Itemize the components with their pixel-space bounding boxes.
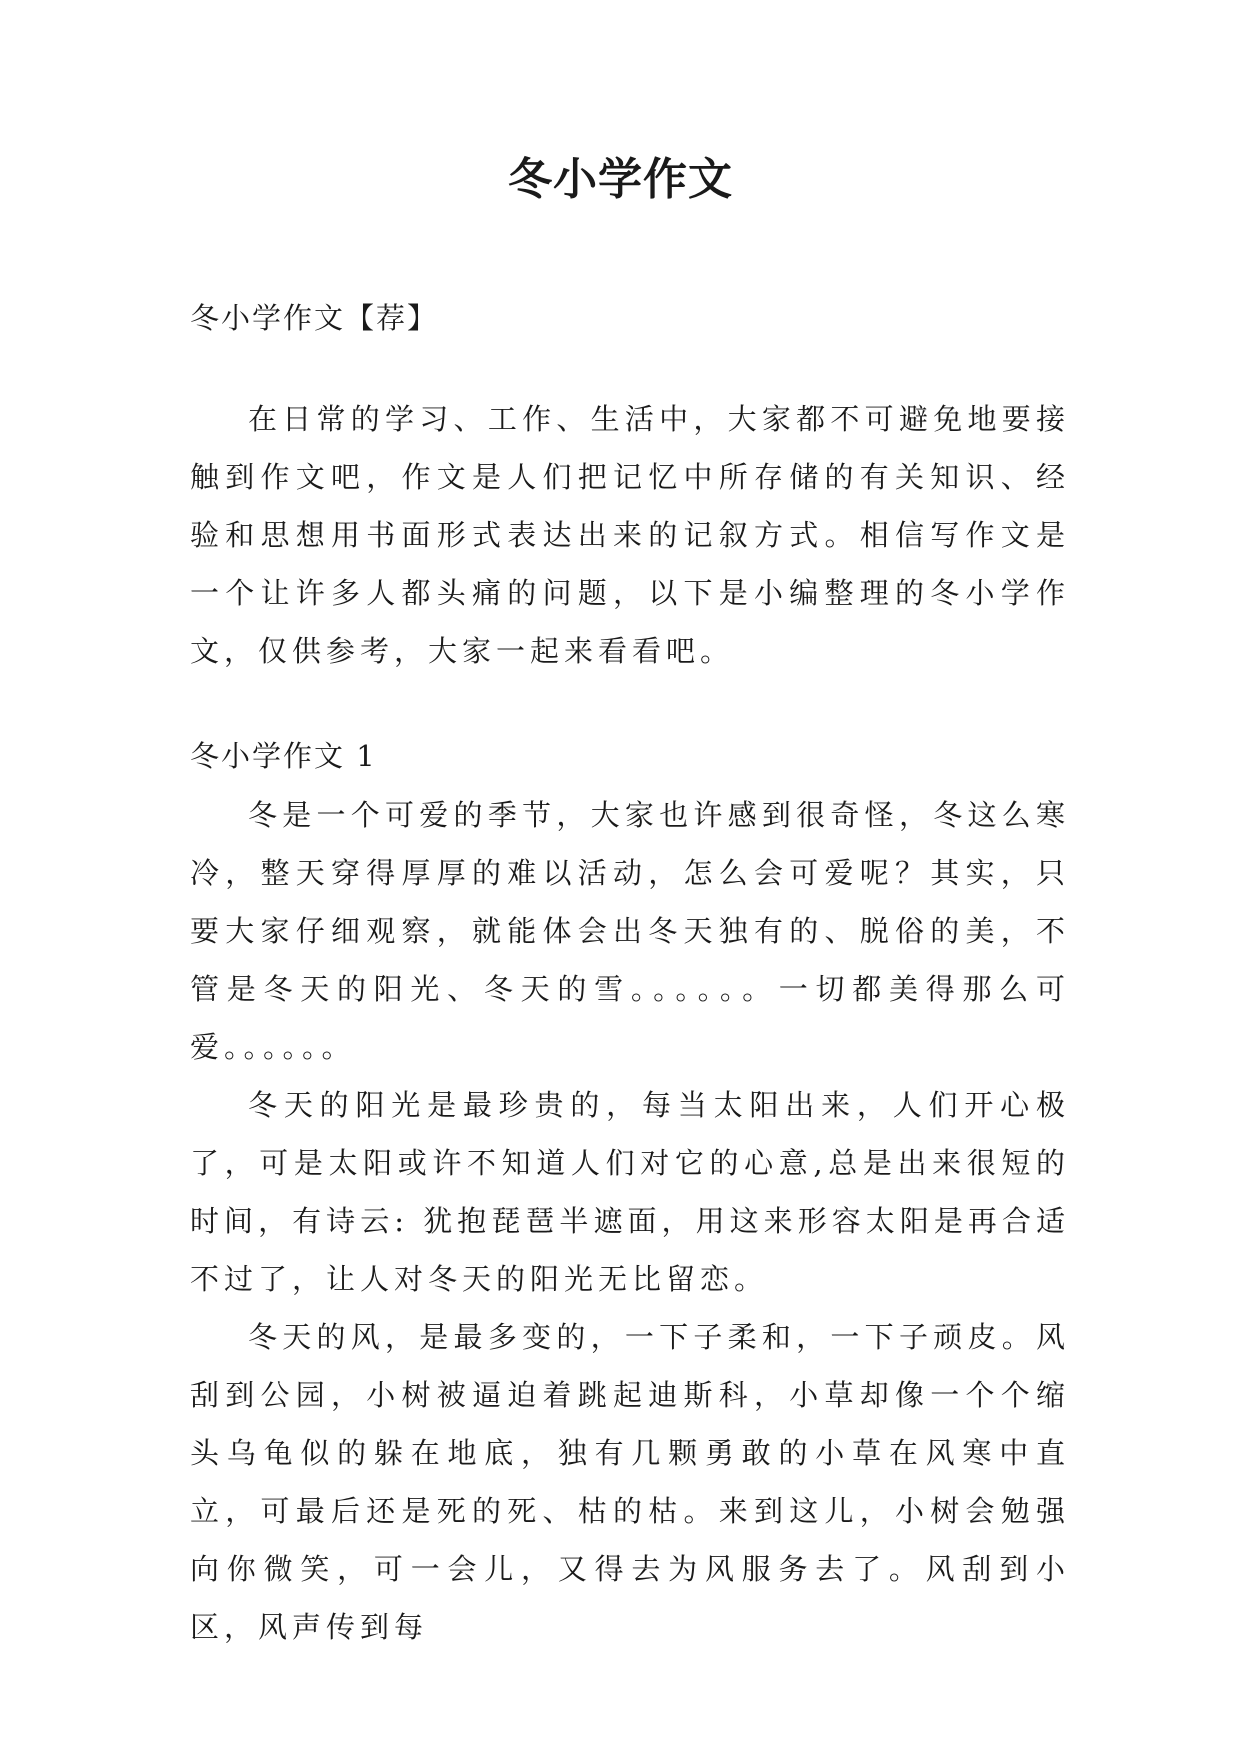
body-paragraph: 冬是一个可爱的季节，大家也许感到很奇怪，冬这么寒冷，整天穿得厚厚的难以活动，怎么会可爱呢？其实，只要大家仔细观察，就能体会出冬天独有的、脱俗的美，不管是冬天的阳光、冬天的雪。。。。。。一切都美得那么可爱。。。。。。 xyxy=(190,798,1070,1064)
section-heading: 冬小学作文 1 xyxy=(190,739,377,773)
intro-paragraph: 在日常的学习、工作、生活中，大家都不可避免地要接触到作文吧，作文是人们把记忆中所存储的有关知识、经验和思想用书面形式表达出来的记叙方式。相信写作文是一个让许多人都头痛的问题，以下是小编整理的冬小学作文，仅供参考，大家一起来看看吧。 xyxy=(190,402,1070,668)
spacer xyxy=(190,346,1070,390)
body-paragraph: 冬天的阳光是最珍贵的，每当太阳出来，人们开心极了，可是太阳或许不知道人们对它的心意,总是出来很短的时间，有诗云: 犹抱琵琶半遮面，用这来形容太阳是再合适不过了，让人对冬天的阳光无比留恋。 xyxy=(190,1088,1070,1296)
document-body xyxy=(190,290,1070,1656)
document-subtitle: 冬小学作文【荐】 xyxy=(190,301,439,335)
spacer xyxy=(190,680,1070,728)
document-title: 冬小学作文 xyxy=(508,154,733,205)
body-paragraph: 冬天的风，是最多变的，一下子柔和，一下子顽皮。风刮到公园，小树被逼迫着跳起迪斯科，小草却像一个个缩头乌龟似的躲在地底，独有几颗勇敢的小草在风寒中直立，可最后还是死的死、枯的枯。来到这儿，小树会勉强向你微笑，可一会儿，又得去为风服务去了。风刮到小区，风声传到每 xyxy=(190,1320,1070,1644)
